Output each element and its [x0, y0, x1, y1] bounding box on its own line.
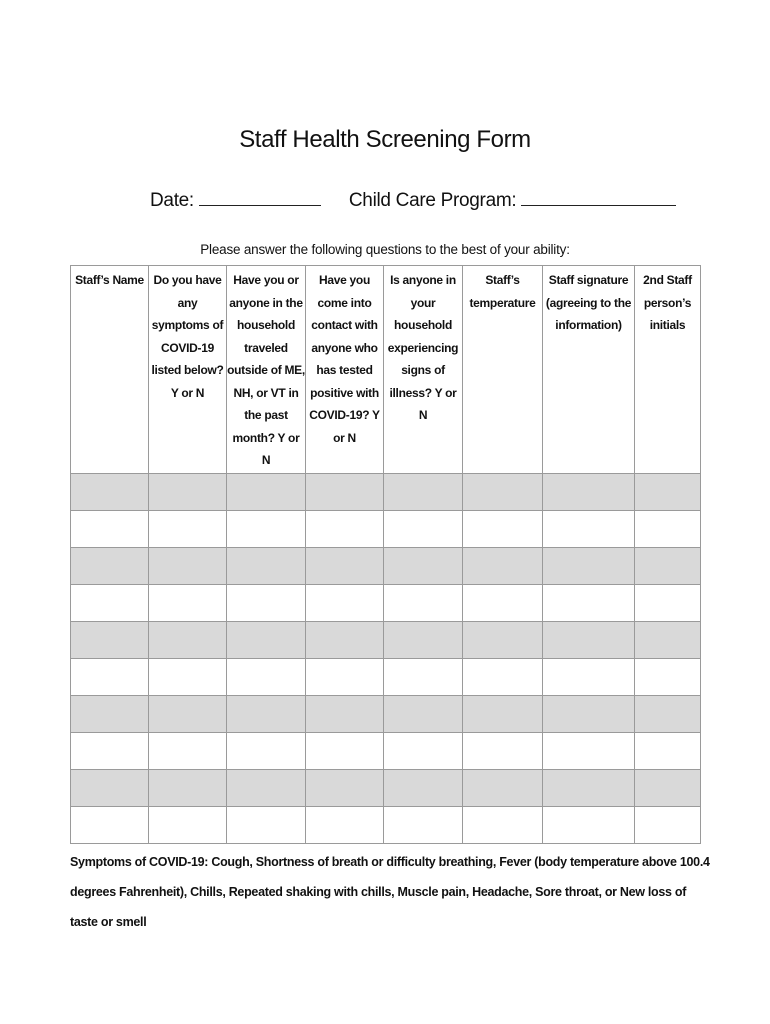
table-cell[interactable]	[149, 733, 227, 770]
table-cell[interactable]	[227, 770, 306, 807]
table-cell[interactable]	[149, 585, 227, 622]
form-meta	[150, 190, 676, 212]
table-cell[interactable]	[149, 659, 227, 696]
table-cell[interactable]	[384, 659, 463, 696]
table-cell[interactable]	[227, 696, 306, 733]
table-cell[interactable]	[306, 474, 384, 511]
table-cell[interactable]	[463, 474, 543, 511]
table-cell[interactable]	[306, 770, 384, 807]
table-row	[71, 474, 701, 511]
table-cell[interactable]	[635, 733, 701, 770]
table-cell[interactable]	[543, 807, 635, 844]
table-cell[interactable]	[306, 622, 384, 659]
table-cell[interactable]	[227, 622, 306, 659]
table-row	[71, 807, 701, 844]
col-header-symptoms: Do you have any symptoms of COVID-19 listed below? Y or N	[149, 266, 227, 474]
table-cell[interactable]	[71, 622, 149, 659]
date-field[interactable]	[199, 190, 321, 206]
table-cell[interactable]	[227, 474, 306, 511]
table-cell[interactable]	[635, 474, 701, 511]
date-label: Date:	[150, 190, 194, 211]
table-row	[71, 733, 701, 770]
table-cell[interactable]	[384, 770, 463, 807]
col-header-temperature: Staff’s temperature	[463, 266, 543, 474]
table-cell[interactable]	[71, 585, 149, 622]
table-cell[interactable]	[384, 622, 463, 659]
table-cell[interactable]	[635, 511, 701, 548]
table-cell[interactable]	[384, 696, 463, 733]
table-cell[interactable]	[635, 585, 701, 622]
table-cell[interactable]	[384, 548, 463, 585]
header-row	[71, 266, 701, 474]
table-cell[interactable]	[149, 548, 227, 585]
table-cell[interactable]	[543, 548, 635, 585]
table-row	[71, 770, 701, 807]
table-cell[interactable]	[227, 511, 306, 548]
table-cell[interactable]	[463, 585, 543, 622]
program-field[interactable]	[521, 190, 676, 206]
table-cell[interactable]	[463, 807, 543, 844]
table-cell[interactable]	[463, 659, 543, 696]
table-cell[interactable]	[149, 622, 227, 659]
table-cell[interactable]	[463, 696, 543, 733]
symptoms-note: Symptoms of COVID-19: Cough, Shortness of breath or difficulty breathing, Fever (body temperature above 100.4 degrees Fahrenheit), Chills, Repeated shaking with chills, Muscle pain, Headache, Sore throat, or New loss of taste or smell	[70, 855, 710, 929]
col-header-initials: 2nd Staff person’s initials	[635, 266, 701, 474]
col-header-travel: Have you or anyone in the household traveled outside of ME, NH, or VT in the past month? Y or N	[227, 266, 306, 474]
table-cell[interactable]	[635, 548, 701, 585]
table-cell[interactable]	[306, 548, 384, 585]
table-cell[interactable]	[71, 807, 149, 844]
table-cell[interactable]	[463, 622, 543, 659]
table-cell[interactable]	[71, 511, 149, 548]
table-cell[interactable]	[635, 807, 701, 844]
col-header-household-illness: Is anyone in your household experiencing signs of illness? Y or N	[384, 266, 463, 474]
table-cell[interactable]	[463, 511, 543, 548]
table-cell[interactable]	[227, 807, 306, 844]
table-cell[interactable]	[227, 548, 306, 585]
table-cell[interactable]	[306, 807, 384, 844]
table-row	[71, 511, 701, 548]
table-cell[interactable]	[227, 733, 306, 770]
table-cell[interactable]	[384, 511, 463, 548]
table-cell[interactable]	[71, 548, 149, 585]
table-cell[interactable]	[71, 696, 149, 733]
table-cell[interactable]	[543, 474, 635, 511]
table-cell[interactable]	[635, 770, 701, 807]
program-label: Child Care Program:	[348, 190, 517, 211]
col-header-staff-name: Staff’s Name	[71, 266, 149, 474]
col-header-contact: Have you come into contact with anyone who has tested positive with COVID-19? Y or N	[306, 266, 384, 474]
table-cell[interactable]	[71, 733, 149, 770]
table-cell[interactable]	[635, 659, 701, 696]
table-cell[interactable]	[543, 622, 635, 659]
table-cell[interactable]	[384, 807, 463, 844]
table-cell[interactable]	[543, 585, 635, 622]
table-cell[interactable]	[306, 659, 384, 696]
table-row	[71, 585, 701, 622]
instructions: Please answer the following questions to the best of your ability:	[200, 242, 570, 257]
table-cell[interactable]	[71, 770, 149, 807]
table-cell[interactable]	[71, 474, 149, 511]
table-cell[interactable]	[384, 585, 463, 622]
table-cell[interactable]	[227, 585, 306, 622]
table-cell[interactable]	[149, 807, 227, 844]
table-cell[interactable]	[384, 474, 463, 511]
table-cell[interactable]	[635, 696, 701, 733]
table-cell[interactable]	[149, 474, 227, 511]
table-cell[interactable]	[543, 659, 635, 696]
table-cell[interactable]	[635, 622, 701, 659]
form-title: Staff Health Screening Form	[239, 126, 531, 153]
table-cell[interactable]	[306, 696, 384, 733]
table-cell[interactable]	[463, 770, 543, 807]
table-cell[interactable]	[543, 733, 635, 770]
col-header-signature: Staff signature (agreeing to the information)	[543, 266, 635, 474]
table-cell[interactable]	[306, 733, 384, 770]
table-row	[71, 659, 701, 696]
table-cell[interactable]	[227, 659, 306, 696]
table-cell[interactable]	[71, 659, 149, 696]
table-cell[interactable]	[463, 548, 543, 585]
screening-table	[70, 265, 701, 844]
table-row	[71, 548, 701, 585]
table-row	[71, 622, 701, 659]
table-cell[interactable]	[463, 733, 543, 770]
table-cell[interactable]	[543, 696, 635, 733]
table-cell[interactable]	[306, 511, 384, 548]
table-cell[interactable]	[306, 585, 384, 622]
table-cell[interactable]	[149, 770, 227, 807]
table-cell[interactable]	[149, 696, 227, 733]
table-cell[interactable]	[543, 511, 635, 548]
table-row	[71, 696, 701, 733]
table-cell[interactable]	[149, 511, 227, 548]
table-cell[interactable]	[543, 770, 635, 807]
table-cell[interactable]	[384, 733, 463, 770]
